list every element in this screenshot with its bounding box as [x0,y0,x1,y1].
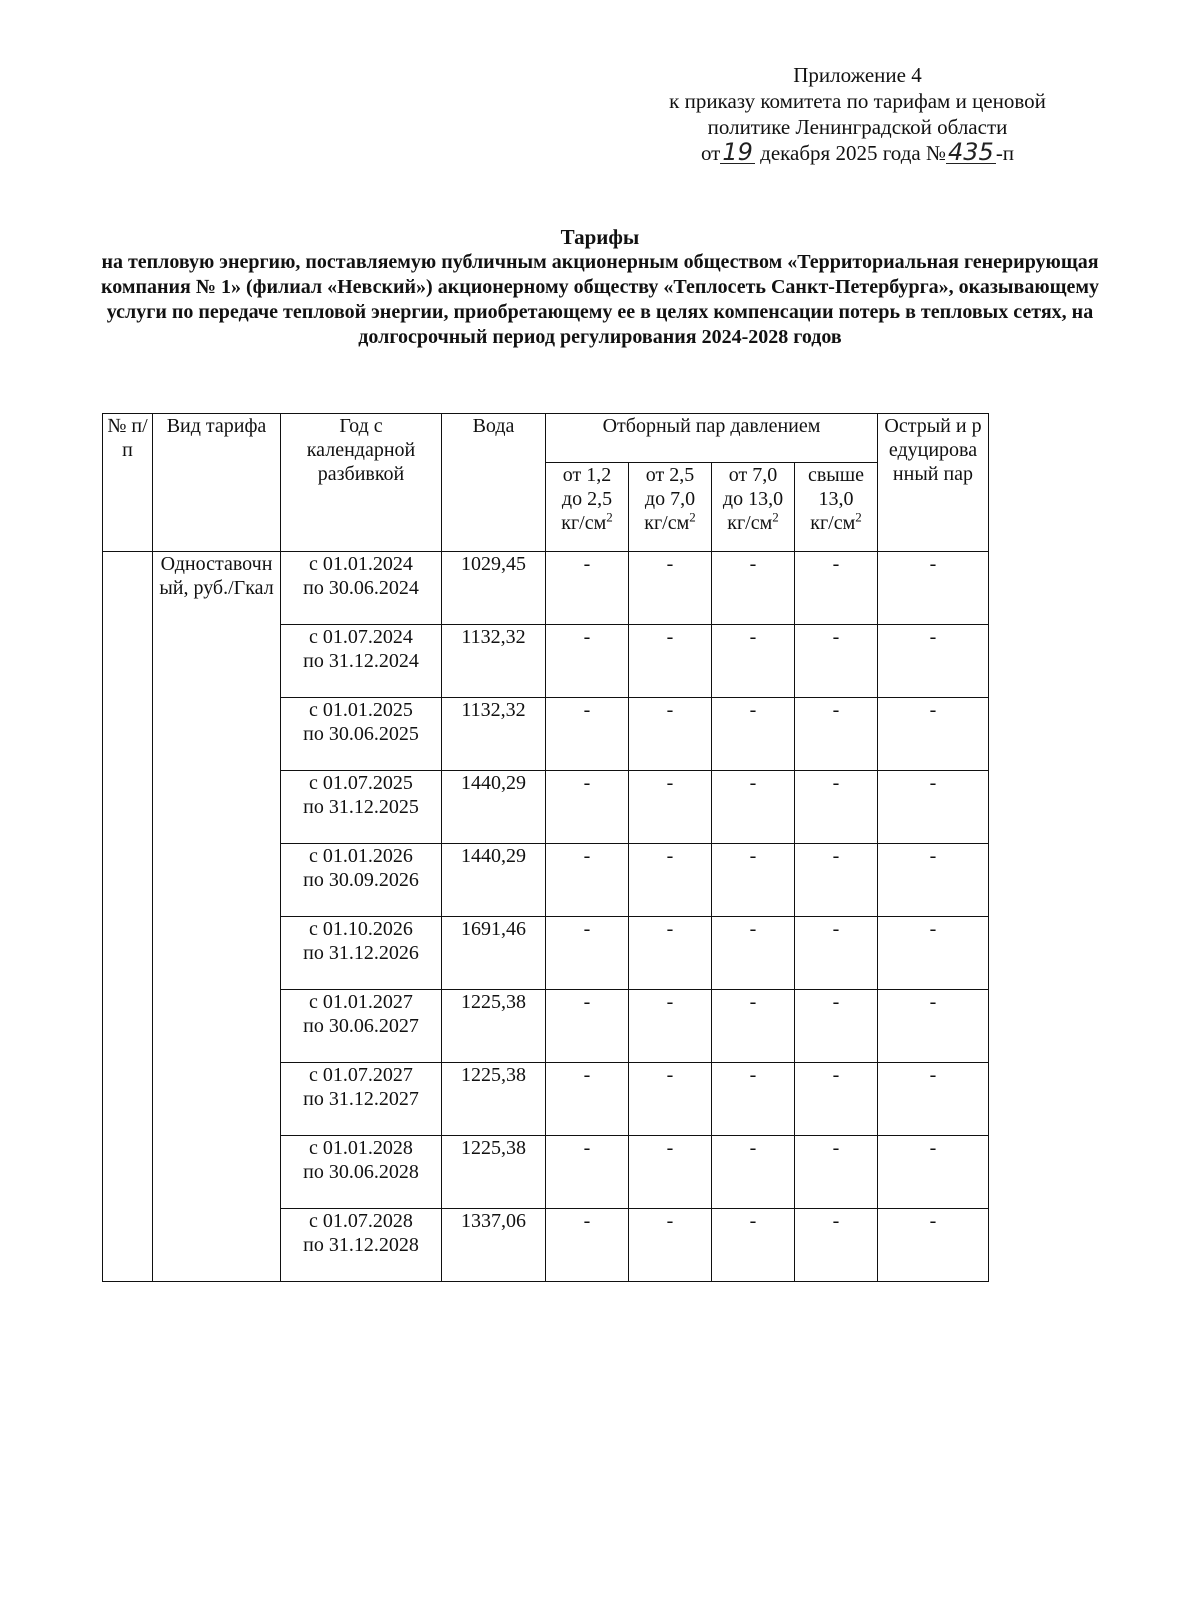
period-cell: с 01.07.2028 по 31.12.2028 [281,1209,442,1282]
row-num-cell [103,552,153,1282]
pressure-1-value: - [546,1209,629,1282]
pressure-2-value: - [629,917,712,990]
pressure-2-value: - [629,771,712,844]
pressure-3-value: - [712,1209,795,1282]
date-middle: декабря 2025 года № [760,141,946,165]
period-cell: с 01.01.2027 по 30.06.2027 [281,990,442,1063]
period-cell: с 01.07.2025 по 31.12.2025 [281,771,442,844]
pressure-3-value: - [712,1063,795,1136]
pressure-4-value: - [795,990,878,1063]
header-kind: Вид тарифа [153,414,281,552]
table-row [103,552,989,625]
header-steam-group: Отборный пар давлением [546,414,878,463]
pressure-2-value: - [629,625,712,698]
pressure-1-value: - [546,1063,629,1136]
water-value: 1225,38 [442,1136,546,1209]
pressure-1-value: - [546,771,629,844]
water-value: 1691,46 [442,917,546,990]
pressure-4-value: - [795,844,878,917]
period-cell: с 01.07.2027 по 31.12.2027 [281,1063,442,1136]
appendix-title: Приложение 4 [793,63,922,87]
header-num: № п/п [103,414,153,552]
header-pressure-2: от 2,5 до 7,0 $кг/см^2$ [629,463,712,552]
pressure-3-value: - [712,698,795,771]
appendix-header [600,62,1115,166]
pressure-3-value: - [712,990,795,1063]
pressure-4-value: - [795,625,878,698]
title-main: Тарифы [560,225,640,249]
appendix-committee-line: политике Ленинградской области [707,115,1008,139]
pressure-1-value: - [546,552,629,625]
document-title [90,225,1110,350]
handwritten-order-number: 435 [948,138,994,166]
header-pressure-4: свыше 13,0 $кг/см^2$ [795,463,878,552]
pressure-3-value: - [712,625,795,698]
pressure-1-value: - [546,698,629,771]
pressure-4-value: - [795,1136,878,1209]
pressure-2-value: - [629,990,712,1063]
sharp-steam-value: - [878,698,989,771]
sharp-steam-value: - [878,917,989,990]
water-value: 1132,32 [442,698,546,771]
sharp-steam-value: - [878,1209,989,1282]
header-period: Год с календарной разбивкой [281,414,442,552]
period-cell: с 01.01.2026 по 30.09.2026 [281,844,442,917]
handwritten-day: 19 [722,138,753,166]
title-subtitle: на тепловую энергию, поставляемую публичным акционерным обществом «Территориальная генерирующая компания № 1» (филиал «Невский») акционерному обществу «Теплосеть Санкт-Петербурга», оказывающему услуги по передаче тепловой энергии, приобретающему ее в целях компенсации потерь в тепловых сетях, на долгосрочный период регулирования 2024-2028 годов [100,251,1100,348]
pressure-2-value: - [629,844,712,917]
pressure-4-value: - [795,1063,878,1136]
pressure-3-value: - [712,844,795,917]
period-cell: с 01.07.2024 по 31.12.2024 [281,625,442,698]
tariff-table [102,413,989,1282]
sharp-steam-value: - [878,625,989,698]
pressure-2-value: - [629,1136,712,1209]
sharp-steam-value: - [878,552,989,625]
sharp-steam-value: - [878,990,989,1063]
header-water: Вода [442,414,546,552]
period-cell: с 01.10.2026 по 31.12.2026 [281,917,442,990]
pressure-4-value: - [795,771,878,844]
sharp-steam-value: - [878,1063,989,1136]
date-prefix: от [700,141,721,165]
water-value: 1029,45 [442,552,546,625]
header-pressure-1: от 1,2 до 2,5 $кг/см^2$ [546,463,629,552]
period-cell: с 01.01.2025 по 30.06.2025 [281,698,442,771]
pressure-3-value: - [712,1136,795,1209]
pressure-4-value: - [795,1209,878,1282]
header-sharp-steam: Острый и редуцированный пар [878,414,989,552]
pressure-4-value: - [795,698,878,771]
pressure-1-value: - [546,844,629,917]
number-suffix: -п [995,141,1015,165]
header-row-1 [103,414,989,463]
water-value: 1225,38 [442,990,546,1063]
sharp-steam-value: - [878,771,989,844]
pressure-3-value: - [712,771,795,844]
sharp-steam-value: - [878,844,989,917]
pressure-2-value: - [629,552,712,625]
water-value: 1440,29 [442,844,546,917]
water-value: 1337,06 [442,1209,546,1282]
pressure-1-value: - [546,625,629,698]
pressure-2-value: - [629,1209,712,1282]
tariff-kind-cell: Одноставочный, руб./Гкал [153,552,281,1282]
pressure-4-value: - [795,917,878,990]
pressure-1-value: - [546,1136,629,1209]
pressure-2-value: - [629,698,712,771]
period-cell: с 01.01.2028 по 30.06.2028 [281,1136,442,1209]
water-value: 1440,29 [442,771,546,844]
period-cell: с 01.01.2024 по 30.06.2024 [281,552,442,625]
pressure-3-value: - [712,917,795,990]
pressure-4-value: - [795,552,878,625]
sharp-steam-value: - [878,1136,989,1209]
pressure-1-value: - [546,990,629,1063]
pressure-1-value: - [546,917,629,990]
header-pressure-3: от 7,0 до 13,0 $кг/см^2$ [712,463,795,552]
pressure-3-value: - [712,552,795,625]
appendix-order-line: к приказу комитета по тарифам и ценовой [669,89,1046,113]
pressure-2-value: - [629,1063,712,1136]
water-value: 1225,38 [442,1063,546,1136]
appendix-date-line [600,140,1115,166]
water-value: 1132,32 [442,625,546,698]
